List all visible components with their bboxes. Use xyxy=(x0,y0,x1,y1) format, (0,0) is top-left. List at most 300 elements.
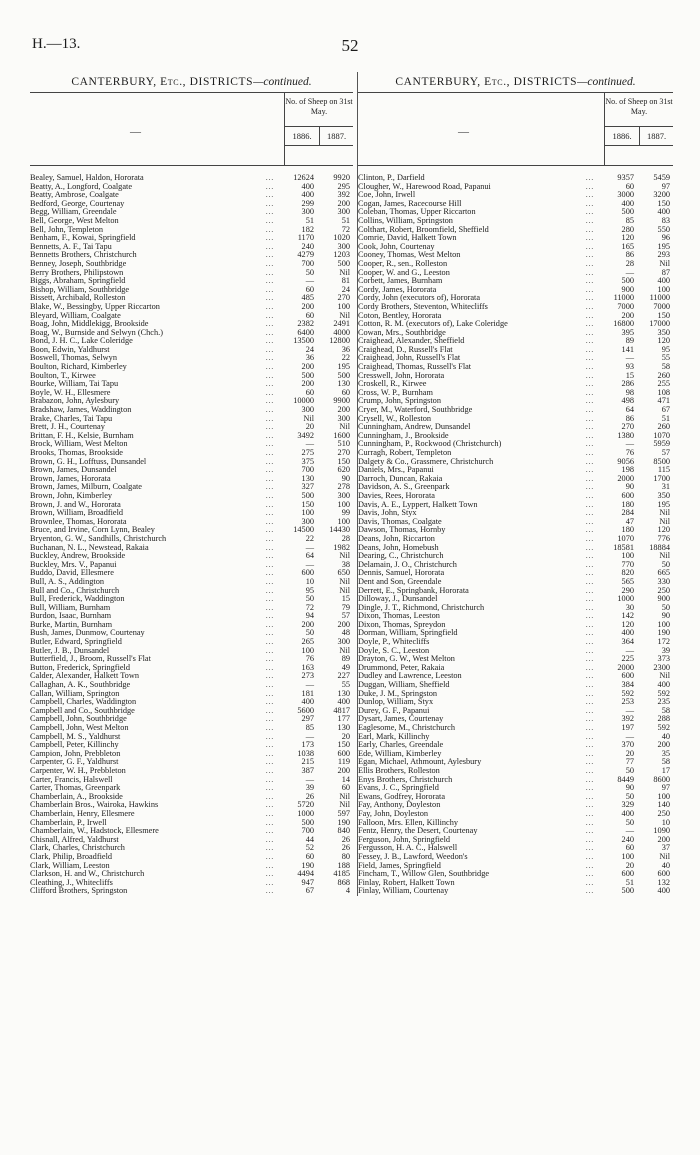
owner-name: Brown, James, Hororata xyxy=(30,474,111,483)
owner-name: Chamberlain, W., Hadstock, Ellesmere xyxy=(30,827,159,836)
leader-dots: ... xyxy=(585,552,595,561)
table-row xyxy=(30,260,353,269)
sheep-1886: 95 xyxy=(305,585,314,595)
owner-name: Davis, John, Styx xyxy=(358,509,417,518)
sheep-1887: 260 xyxy=(657,422,670,432)
sheep-1887: 1600 xyxy=(333,430,350,440)
sheep-1886: 400 xyxy=(301,697,314,707)
sheep-1886: 1070 xyxy=(617,533,634,543)
owner-name: Bull, William, Burnham xyxy=(30,603,111,612)
sheep-1887: 300 xyxy=(337,637,350,647)
sheep-1887: 150 xyxy=(657,198,670,208)
owner-name: Brake, Charles, Tai Tapu xyxy=(30,414,113,423)
sheep-1887: 90 xyxy=(341,473,350,483)
sheep-1886: 297 xyxy=(301,714,314,724)
owner-name: Cresswell, John, Hororata xyxy=(358,371,445,380)
sheep-1887: 99 xyxy=(341,508,350,518)
owner-name: Campbell, Charles, Waddington xyxy=(30,698,137,707)
leader-dots: ... xyxy=(265,732,275,741)
leader-dots: ... xyxy=(585,646,595,655)
leader-dots: ... xyxy=(585,345,595,354)
sheep-1887: 87 xyxy=(661,267,670,277)
leader-dots: ... xyxy=(265,182,275,191)
sheep-1887: Nil xyxy=(339,310,350,320)
sheep-1887: 57 xyxy=(341,611,350,621)
table-row xyxy=(30,844,353,853)
sheep-1886: 13500 xyxy=(293,336,314,346)
leader-dots: ... xyxy=(585,724,595,732)
table-row xyxy=(30,887,353,896)
sheep-1887: 400 xyxy=(657,886,670,896)
leader-dots: ... xyxy=(265,784,275,793)
owner-name: Cooper, W. and G., Leeston xyxy=(358,268,450,277)
sheep-1887: 15 xyxy=(341,594,350,604)
owner-name: Brock, William, West Melton xyxy=(30,440,128,449)
leader-dots: ... xyxy=(265,328,275,337)
sheep-1886: 820 xyxy=(621,568,634,578)
owner-name: Duggan, William, Sheffield xyxy=(358,681,450,690)
leader-dots: ... xyxy=(265,363,275,372)
sheep-1886: 98 xyxy=(625,387,634,397)
sheep-1887: 95 xyxy=(661,344,670,354)
sheep-1887: Nil xyxy=(339,645,350,655)
sheep-1887: 132 xyxy=(657,877,670,887)
sheep-1887: 50 xyxy=(661,559,670,569)
sheep-1887: 9900 xyxy=(333,396,350,406)
owner-name: Dudley and Lawrence, Leeston xyxy=(358,672,462,681)
leader-dots: ... xyxy=(585,466,595,475)
sheep-1887: 620 xyxy=(337,465,350,475)
leader-dots: ... xyxy=(265,595,275,604)
owner-name: Buckley, Andrew, Brookside xyxy=(30,552,126,561)
sheep-1887: 270 xyxy=(337,448,350,457)
sheep-1886: 197 xyxy=(621,723,634,732)
leader-dots: ... xyxy=(585,827,595,836)
leader-dots: ... xyxy=(265,724,275,732)
sheep-1887: 130 xyxy=(337,723,350,732)
owner-name: Burdon, Isaac, Burnham xyxy=(30,612,112,621)
owner-name: Brown, James, Dunsandel xyxy=(30,466,117,475)
sheep-1887: 172 xyxy=(657,637,670,647)
owner-name: Comrie, David, Halkett Town xyxy=(358,234,457,243)
sheep-1886: 485 xyxy=(301,293,314,303)
leader-dots: ... xyxy=(585,809,595,818)
owner-name: Dysart, James, Courtenay xyxy=(358,715,444,724)
table-row xyxy=(30,552,353,561)
sheep-1886: — xyxy=(625,267,634,277)
owner-name: Berry Brothers, Philipstown xyxy=(30,268,124,277)
sheep-1886: 200 xyxy=(301,379,314,389)
table-row xyxy=(30,672,353,681)
leader-dots: ... xyxy=(265,423,275,432)
sheep-1886: 77 xyxy=(625,757,634,767)
table-row xyxy=(30,569,353,578)
sheep-1886: 327 xyxy=(301,482,314,492)
sheep-1887: 200 xyxy=(337,619,350,629)
sheep-1886: 51 xyxy=(625,877,634,887)
sheep-1886: 498 xyxy=(621,396,634,406)
leader-dots: ... xyxy=(585,698,595,707)
leader-dots: ... xyxy=(265,715,275,724)
owner-name: Bell, John, Templeton xyxy=(30,225,104,234)
owner-name: Carpenter, W. H., Prebbleton xyxy=(30,766,126,775)
sheep-1886: 592 xyxy=(621,688,634,698)
leader-dots: ... xyxy=(585,174,595,182)
sheep-1887: 510 xyxy=(337,439,350,449)
owner-name: Beatty, Ambrose, Coalgate xyxy=(30,191,119,200)
right-column xyxy=(357,72,673,896)
sheep-1886: 15 xyxy=(625,370,634,380)
leader-dots: ... xyxy=(265,466,275,475)
owner-name: Carpenter, G. F., Yaldhurst xyxy=(30,758,119,767)
leader-dots: ... xyxy=(585,259,595,268)
sheep-1886: 10 xyxy=(305,576,314,586)
owner-name: Falloon, Mrs. Ellen, Killinchy xyxy=(358,818,459,827)
sheep-1887: 177 xyxy=(337,714,350,724)
owner-name: Fentz, Henry, the Desert, Courtenay xyxy=(358,827,478,836)
leader-dots: ... xyxy=(585,268,595,277)
leader-dots: ... xyxy=(265,706,275,715)
sheep-1887: 89 xyxy=(341,654,350,664)
leader-dots: ... xyxy=(585,423,595,432)
owner-name: Cogan, James, Racecourse Hill xyxy=(358,199,462,208)
sheep-1886: 20 xyxy=(625,748,634,758)
sheep-1886: 500 xyxy=(621,276,634,286)
owner-name: Doyle, P., Whitecliffs xyxy=(358,638,430,647)
leader-dots: ... xyxy=(265,517,275,526)
leader-dots: ... xyxy=(265,749,275,758)
sheep-1887: 17000 xyxy=(649,319,670,329)
leader-dots: ... xyxy=(265,174,275,182)
sheep-1887: 278 xyxy=(337,482,350,492)
sheep-1886: 60 xyxy=(305,851,314,861)
leader-dots: ... xyxy=(265,801,275,810)
sheep-1886: 700 xyxy=(301,826,314,836)
sheep-1886: 400 xyxy=(301,190,314,200)
right-year-1887: 1887. xyxy=(640,127,673,146)
table-row xyxy=(358,887,673,896)
sheep-1886: 329 xyxy=(621,800,634,810)
sheep-1886: 12624 xyxy=(293,173,314,182)
sheep-1887: 350 xyxy=(657,327,670,337)
leader-dots: ... xyxy=(265,835,275,844)
leader-dots: ... xyxy=(585,440,595,449)
right-name-header: — xyxy=(458,126,469,138)
owner-name: Boag, W., Burnside and Selwyn (Chch.) xyxy=(30,328,163,337)
owner-name: Benney, Joseph, Southbridge xyxy=(30,259,127,268)
sheep-1887: 140 xyxy=(657,800,670,810)
left-section-title xyxy=(30,72,353,93)
table-row xyxy=(30,879,353,888)
sheep-1887: 60 xyxy=(341,387,350,397)
owner-name: Bissett, Archibald, Rolleston xyxy=(30,294,126,303)
table-row xyxy=(30,836,353,845)
sheep-1887: 120 xyxy=(657,336,670,346)
leader-dots: ... xyxy=(265,766,275,775)
owner-name: Egan, Michael, Athmount, Aylesbury xyxy=(358,758,482,767)
owner-name: Boon, Edwin, Yaldhurst xyxy=(30,345,110,354)
sheep-1886: 392 xyxy=(621,714,634,724)
leader-dots: ... xyxy=(265,887,275,896)
leader-dots: ... xyxy=(265,406,275,415)
owner-name: Field, James, Springfield xyxy=(358,861,441,870)
owner-name: Bealey, Samuel, Haldon, Hororata xyxy=(30,174,144,182)
sheep-1887: 200 xyxy=(337,765,350,775)
owner-name: Clark, Philip, Broadfield xyxy=(30,852,113,861)
sheep-1886: 39 xyxy=(305,783,314,793)
sheep-1886: 300 xyxy=(301,207,314,217)
sheep-1886: 100 xyxy=(301,508,314,518)
leader-dots: ... xyxy=(265,474,275,483)
sheep-1887: 55 xyxy=(661,353,670,363)
leader-dots: ... xyxy=(265,612,275,621)
sheep-1886: — xyxy=(625,353,634,363)
right-year-1886: 1886. xyxy=(605,127,640,146)
sheep-1886: 700 xyxy=(301,258,314,268)
owner-name: Curragh, Robert, Templeton xyxy=(358,449,452,457)
leader-dots: ... xyxy=(585,509,595,518)
sheep-1886: 130 xyxy=(301,473,314,483)
sheep-1887: 665 xyxy=(657,568,670,578)
sheep-1887: 592 xyxy=(657,723,670,732)
sheep-1886: 44 xyxy=(305,834,314,844)
sheep-1886: 8449 xyxy=(617,774,634,784)
leader-dots: ... xyxy=(265,569,275,578)
sheep-1886: 64 xyxy=(625,405,634,415)
sheep-1887: Nil xyxy=(339,422,350,432)
sheep-1886: 86 xyxy=(625,250,634,260)
owner-name: Brabazon, John, Aylesbury xyxy=(30,397,120,406)
owner-name: Clark, William, Leeston xyxy=(30,861,110,870)
sheep-1887: 1203 xyxy=(333,250,350,260)
owner-name: Coleban, Thomas, Upper Riccarton xyxy=(358,208,476,217)
leader-dots: ... xyxy=(265,509,275,518)
sheep-1886: 85 xyxy=(625,215,634,225)
sheep-1886: 180 xyxy=(621,499,634,509)
leader-dots: ... xyxy=(585,500,595,509)
sheep-1887: 550 xyxy=(657,224,670,234)
owner-name: Dearing, C., Christchurch xyxy=(358,552,444,561)
owner-name: Callaghan, A. K., Southbridge xyxy=(30,681,131,690)
leader-dots: ... xyxy=(265,380,275,389)
owner-name: Ewans, Godfrey, Hororata xyxy=(358,792,446,801)
table-row xyxy=(30,715,353,724)
owner-name: Beatty, A., Longford, Coalgate xyxy=(30,182,132,191)
sheep-1887: 600 xyxy=(337,748,350,758)
owner-name: Clark, Charles, Christchurch xyxy=(30,844,125,853)
owner-name: Benham, F., Kowai, Springfield xyxy=(30,234,136,243)
leader-dots: ... xyxy=(265,311,275,320)
owner-name: Bull, Frederick, Waddington xyxy=(30,595,125,604)
leader-dots: ... xyxy=(585,491,595,500)
sheep-1887: 35 xyxy=(661,748,670,758)
sheep-1886: 24 xyxy=(305,344,314,354)
sheep-1887: 840 xyxy=(337,826,350,836)
sheep-1887: 51 xyxy=(661,413,670,423)
leader-dots: ... xyxy=(265,397,275,406)
sheep-1887: 100 xyxy=(337,301,350,311)
owner-name: Cordy, James, Hororata xyxy=(358,285,437,294)
owner-name: Butterfield, J., Broom, Russell's Flat xyxy=(30,655,151,664)
owner-name: Dixon, Thomas, Leeston xyxy=(358,612,440,621)
sheep-1886: 286 xyxy=(621,379,634,389)
leader-dots: ... xyxy=(585,474,595,483)
table-row xyxy=(30,724,353,733)
left-name-header: — xyxy=(130,126,141,138)
sheep-1886: 5600 xyxy=(297,705,314,715)
sheep-1886: 1000 xyxy=(617,594,634,604)
sheep-1887: 235 xyxy=(657,697,670,707)
leader-dots: ... xyxy=(265,672,275,681)
sheep-1886: 76 xyxy=(305,654,314,664)
leader-dots: ... xyxy=(265,809,275,818)
owner-name: Craighead, John, Russell's Flat xyxy=(358,354,461,363)
owner-name: Dixon, Thomas, Spreydon xyxy=(358,620,446,629)
leader-dots: ... xyxy=(585,363,595,372)
owner-name: Cowan, Mrs., Southbridge xyxy=(358,328,446,337)
owner-name: Crump, John, Springston xyxy=(358,397,441,406)
leader-dots: ... xyxy=(265,852,275,861)
sheep-1887: 83 xyxy=(661,215,670,225)
sheep-1886: 215 xyxy=(301,757,314,767)
owner-name: Brown, James, Milburn, Coalgate xyxy=(30,483,142,492)
sheep-1887: 776 xyxy=(657,533,670,543)
sheep-1886: 700 xyxy=(301,465,314,475)
sheep-1887: 190 xyxy=(657,628,670,638)
owner-name: Drayton, G. W., West Melton xyxy=(358,655,455,664)
sheep-1886: 60 xyxy=(305,284,314,294)
leader-dots: ... xyxy=(585,337,595,346)
sheep-1887: 79 xyxy=(341,602,350,612)
sheep-1887: 100 xyxy=(337,499,350,509)
table-row xyxy=(30,776,353,785)
sheep-1886: — xyxy=(625,645,634,655)
owner-name: Derrett, E., Springbank, Hororata xyxy=(358,586,469,595)
leader-dots: ... xyxy=(265,629,275,638)
owner-name: Evans, J. C., Springfield xyxy=(358,784,439,793)
sheep-1887: 8600 xyxy=(653,774,670,784)
sheep-1886: 1038 xyxy=(297,748,314,758)
owner-name: Davidson, A. S., Greenpark xyxy=(358,483,450,492)
sheep-1886: 225 xyxy=(621,654,634,664)
owner-name: Clifford Brothers, Springston xyxy=(30,887,128,896)
table-row xyxy=(30,784,353,793)
sheep-1887: 9920 xyxy=(333,173,350,182)
owner-name: Brownlee, Thomas, Hororata xyxy=(30,517,127,526)
sheep-1886: 299 xyxy=(301,198,314,208)
owner-name: Begg, William, Greendale xyxy=(30,208,117,217)
sheep-1887: 58 xyxy=(661,362,670,372)
sheep-1886: 14500 xyxy=(293,525,314,535)
table-row xyxy=(30,208,353,217)
owner-name: Boag, John, Middlekigg, Brookside xyxy=(30,320,149,329)
owner-name: Cunningham, Andrew, Dunsandel xyxy=(358,423,471,432)
sheep-1886: 270 xyxy=(621,422,634,432)
sheep-1886: 400 xyxy=(301,181,314,191)
sheep-1886: — xyxy=(305,774,314,784)
table-row xyxy=(30,544,353,553)
leader-dots: ... xyxy=(585,199,595,208)
sheep-1886: 200 xyxy=(301,301,314,311)
sheep-1886: 64 xyxy=(305,551,314,561)
sheep-1887: 300 xyxy=(337,490,350,500)
leader-dots: ... xyxy=(265,225,275,234)
sheep-1887: 2491 xyxy=(333,319,350,329)
sheep-1886: 120 xyxy=(621,619,634,629)
sheep-1886: 770 xyxy=(621,559,634,569)
owner-name: Ede, William, Kimberley xyxy=(358,749,442,758)
sheep-1886: 600 xyxy=(621,869,634,879)
leader-dots: ... xyxy=(585,629,595,638)
right-title-main: CANTERBURY, Etc., DISTRICTS xyxy=(395,76,578,88)
sheep-1887: 31 xyxy=(661,482,670,492)
owner-name: Campion, John, Prebbleton xyxy=(30,749,121,758)
sheep-1886: Nil xyxy=(303,413,314,423)
sheep-1886: 182 xyxy=(301,224,314,234)
sheep-1887: 1070 xyxy=(653,430,670,440)
leader-dots: ... xyxy=(265,208,275,217)
owner-name: Bryenton, G. W., Sandhills, Christchurch xyxy=(30,534,167,543)
sheep-1887: 14430 xyxy=(329,525,350,535)
owner-name: Brown, John, Kimberley xyxy=(30,491,113,500)
sheep-1887: Nil xyxy=(339,576,350,586)
owner-name: Brown, G. H., Lofftuss, Dunsandel xyxy=(30,457,147,466)
leader-dots: ... xyxy=(265,431,275,440)
leader-dots: ... xyxy=(265,663,275,672)
sheep-1887: 4000 xyxy=(333,327,350,337)
leader-dots: ... xyxy=(585,354,595,363)
sheep-1886: 400 xyxy=(621,198,634,208)
sheep-1887: 60 xyxy=(341,783,350,793)
leader-dots: ... xyxy=(585,577,595,586)
table-row xyxy=(30,432,353,441)
leader-dots: ... xyxy=(585,285,595,294)
owner-name: Biggs, Abraham, Springfield xyxy=(30,277,126,286)
sheep-1886: 2000 xyxy=(617,662,634,672)
leader-dots: ... xyxy=(265,234,275,243)
sheep-1887: 1700 xyxy=(653,473,670,483)
leader-dots: ... xyxy=(585,672,595,681)
sheep-1887: 58 xyxy=(661,757,670,767)
owner-name: Cooney, Thomas, West Melton xyxy=(358,251,461,260)
sheep-1886: 94 xyxy=(305,611,314,621)
leader-dots: ... xyxy=(265,440,275,449)
table-row xyxy=(30,647,353,656)
sheep-1887: 120 xyxy=(657,525,670,535)
leader-dots: ... xyxy=(585,689,595,698)
sheep-1886: 11000 xyxy=(613,293,634,303)
leader-dots: ... xyxy=(265,449,275,457)
leader-dots: ... xyxy=(265,526,275,535)
sheep-1887: 150 xyxy=(657,310,670,320)
leader-dots: ... xyxy=(585,397,595,406)
left-count-header xyxy=(284,93,353,165)
sheep-1887: 119 xyxy=(337,757,350,767)
sheep-1887: 227 xyxy=(337,671,350,681)
sheep-1886: 150 xyxy=(301,499,314,509)
owner-name: Clarkson, H. and W., Christchurch xyxy=(30,870,145,879)
leader-dots: ... xyxy=(265,698,275,707)
owner-name: Fay, John, Doyleston xyxy=(358,809,428,818)
owner-name: Brittan, F. H., Kelsie, Burnham xyxy=(30,431,134,440)
leader-dots: ... xyxy=(585,852,595,861)
leader-dots: ... xyxy=(265,792,275,801)
sheep-1887: 150 xyxy=(337,456,350,466)
right-section-title xyxy=(358,72,673,93)
sheep-1887: 130 xyxy=(337,688,350,698)
owner-name: Eaglesome, M., Christchurch xyxy=(358,724,456,732)
sheep-1887: 300 xyxy=(337,207,350,217)
